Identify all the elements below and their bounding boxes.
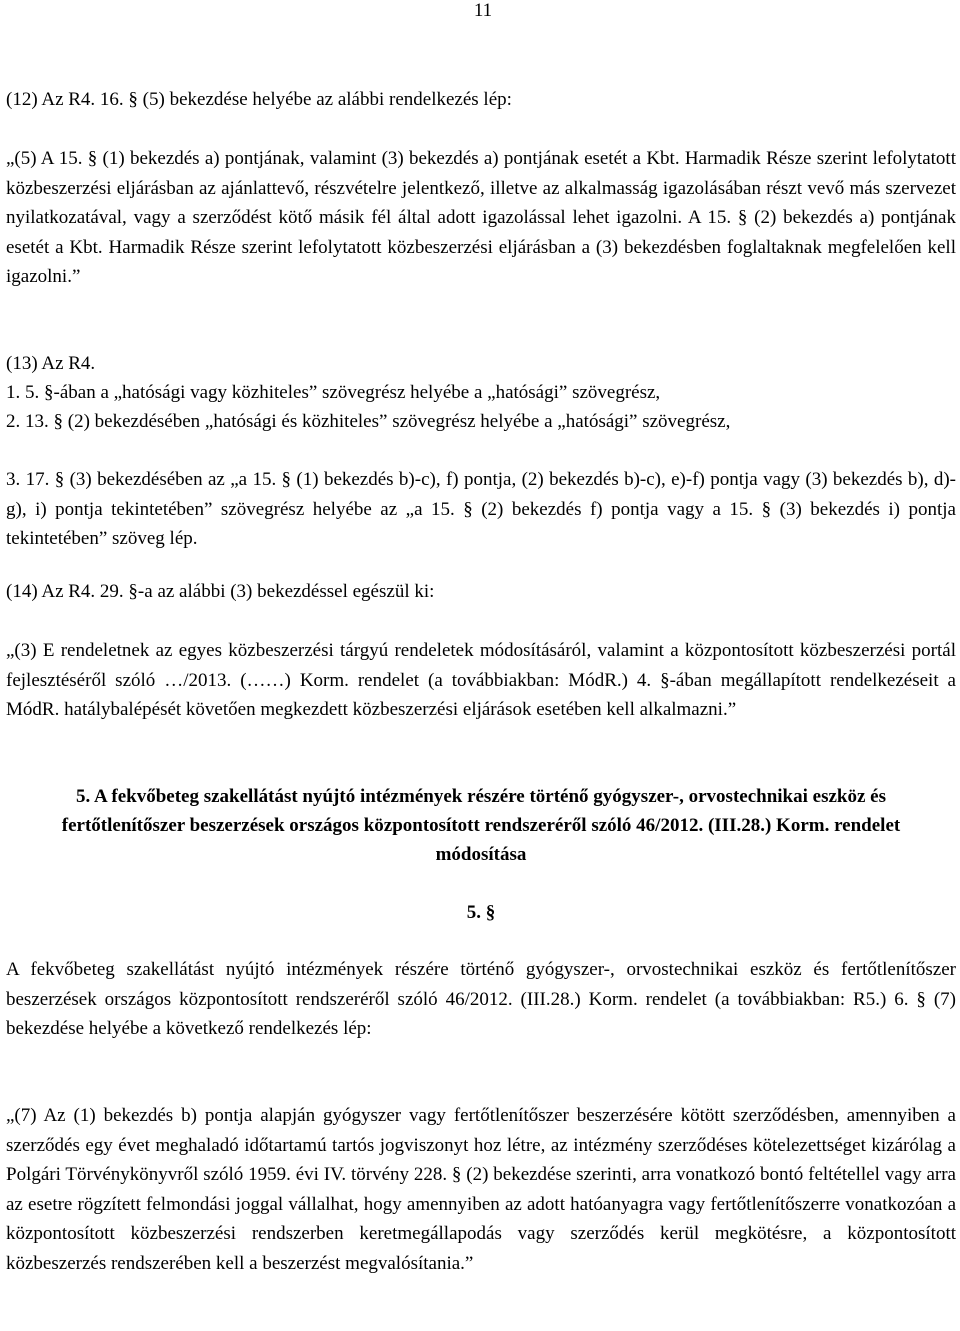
amendment-13-item-2: 2. 13. § (2) bekezdésében „hatósági és közhiteles” szövegrész helyébe a „hatósági” szövegrész,	[6, 411, 731, 432]
amendment-13-item-1: 1. 5. §-ában a „hatósági vagy közhiteles” szövegrész helyébe a „hatósági” szövegrész,	[6, 382, 661, 403]
amendment-14-intro: (14) Az R4. 29. §-a az alábbi (3) bekezdéssel egészül ki:	[6, 581, 435, 602]
section-heading: 5. A fekvőbeteg szakellátást nyújtó intézmények részére történő gyógyszer-, orvostechnikai eszköz és fertőtlenítőszer beszerzések országos központosított rendszeréről szóló 46/2012. (III.28.) Korm. rendelet módosítása	[61, 786, 901, 865]
page-number: 11	[473, 0, 493, 21]
amendment-14-quote: „(3) E rendeletnek az egyes közbeszerzési tárgyú rendeletek módosításáról, valamint a központosított közbeszerzési portál fejlesztéséről szóló …/2013. (……) Korm. rendelet (a továbbiakban: MódR.) 4. §-ában megállapított rendelkezéseit a MódR. hatálybalépését követően megkezdett közbeszerzési eljárások esetében kell alkalmazni.”	[6, 640, 956, 720]
amendment-12-quote: „(5) A 15. § (1) bekezdés a) pontjának, valamint (3) bekezdés a) pontjának esetét a Kbt. Harmadik Része szerint lefolytatott közbeszerzési eljárásban az ajánlattevő, részvételre jelentkező, illetve az alkalmasság igazolásában részt vevő más szervezet nyilatkozatával, vagy a szerződést kötő másik fél által adott igazolással lehet igazolni. A 15. § (2) bekezdés a) pontjának esetét a Kbt. Harmadik Része szerint lefolytatott közbeszerzési eljárásban a (3) bekezdésben foglaltaknak megfelelően kell igazolni.”	[6, 148, 956, 287]
section-number: 5. §	[466, 902, 496, 923]
amendment-12-intro: (12) Az R4. 16. § (5) bekezdése helyébe az alábbi rendelkezés lép:	[6, 89, 512, 110]
section-5-intro: A fekvőbeteg szakellátást nyújtó intézmények részére történő gyógyszer-, orvostechnikai eszköz és fertőtlenítőszer beszerzések országos központosított rendszeréről szóló 46/2012. (III.28.) Korm. rendelet (a továbbiakban: R5.) 6. § (7) bekezdése helyébe a következő rendelkezés lép:	[6, 959, 956, 1039]
amendment-13-item-3: 3. 17. § (3) bekezdésében az „a 15. § (1) bekezdés b)-c), f) pontja, (2) bekezdés b)-c), e)-f) pontja vagy (3) bekezdés b), d)-g), i) pontja tekintetében” szövegrész helyébe az „a 15. § (2) bekezdés f) pontja vagy a 15. § (3) bekezdés i) pontja tekintetében” szöveg lép.	[6, 469, 956, 549]
amendment-13-intro: (13) Az R4.	[6, 353, 96, 374]
section-5-quote: „(7) Az (1) bekezdés b) pontja alapján gyógyszer vagy fertőtlenítőszer beszerzésére kötött szerződésben, amennyiben a szerződés egy évet meghaladó időtartamú tartós jogviszonyt hoz létre, az intézmény szerződéses kötelezettséget kizárólag a Polgári Törvénykönyvről szóló 1959. évi IV. törvény 228. § (2) bekezdése szerinti, arra vonatkozó bontó feltétellel vagy arra az esetre rögzített felmondási joggal vállalhat, hogy amennyiben az adott hatóanyagra vagy fertőtlenítőszerre vonatkozóan a központosított közbeszerzési rendszerben keretmegállapodás vagy szerződés kerül megkötésre, a központosított közbeszerzés rendszerében kell a beszerzést megvalósítania.”	[6, 1105, 956, 1274]
